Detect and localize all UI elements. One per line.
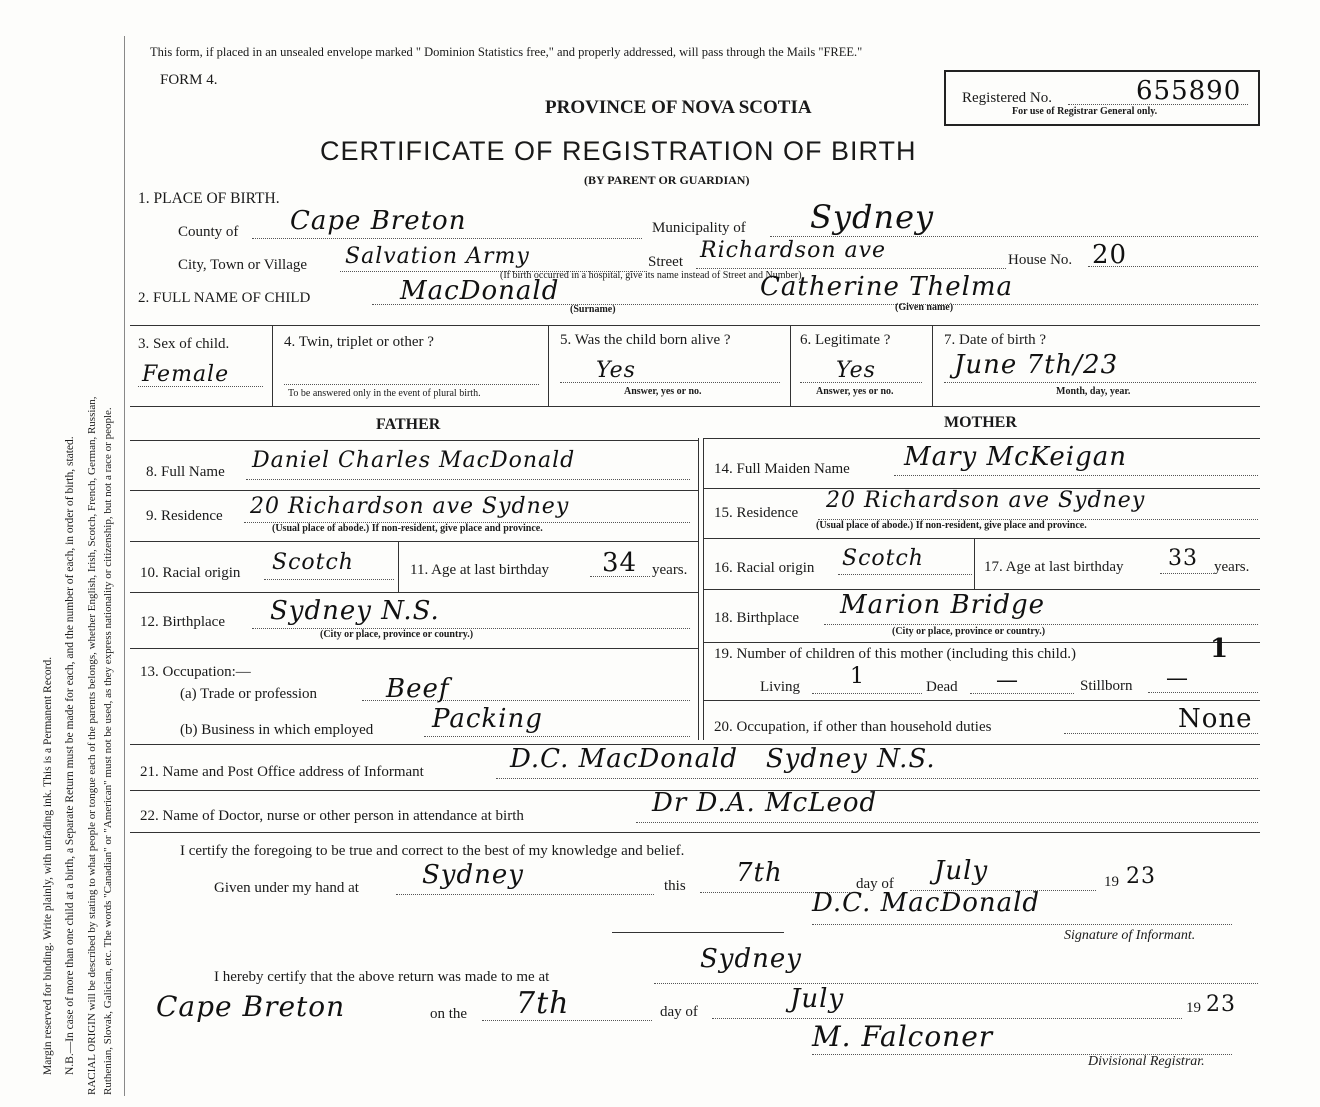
trade-label: (a) Trade or profession: [180, 686, 318, 702]
surname-caption: (Surname): [570, 304, 616, 315]
registrar-place-line: [654, 983, 1258, 984]
father-years: years.: [652, 562, 688, 578]
mother-name-label: 14. Full Maiden Name: [714, 461, 850, 477]
row3-div-2: [548, 326, 549, 406]
registrar-signature: M. Falconer: [812, 1020, 994, 1053]
born-alive-label: 5. Was the child born alive ?: [560, 332, 731, 348]
father-race-value: Scotch: [272, 550, 354, 575]
mother-rule-4: [704, 642, 1260, 643]
father-race-label: 10. Racial origin: [140, 565, 241, 581]
dob-line: [944, 382, 1256, 383]
business-value: Packing: [432, 704, 543, 734]
parents-divider-a: [698, 438, 699, 740]
stillborn-line: [1148, 692, 1258, 693]
father-residence-value: 20 Richardson ave Sydney: [250, 494, 570, 519]
province-heading: PROVINCE OF NOVA SCOTIA: [545, 97, 812, 118]
informant-line: [496, 778, 1258, 779]
margin-note-racial-origin-2: Ruthenian, Slovak, Galician, etc. The words "Canadian" or "American" must not be used, as they express nationality or citizenship, but not a race or people.: [102, 407, 114, 1095]
business-label: (b) Business in which employed: [180, 722, 374, 738]
mother-residence-note: (Usual place of abode.) If non-resident, give place and province.: [816, 520, 1087, 531]
living-label: Living: [760, 679, 800, 695]
father-race-line: [264, 579, 394, 580]
sex-label: 3. Sex of child.: [138, 336, 230, 352]
mother-occupation-value: None: [1178, 704, 1253, 734]
house-value: 20: [1092, 240, 1128, 270]
legitimate-label: 6. Legitimate ?: [800, 332, 891, 348]
mother-race-label: 16. Racial origin: [714, 560, 815, 576]
this-label: this: [664, 878, 686, 894]
children-count-label: 19. Number of children of this mother (including this child.): [714, 646, 1077, 662]
row3-div-1: [272, 326, 273, 406]
dead-label: Dead: [926, 679, 958, 695]
born-alive-value: Yes: [596, 358, 636, 383]
dead-value: —: [996, 668, 1019, 693]
informant-signature: D.C. MacDonald: [812, 888, 1041, 918]
house-label: House No.: [1008, 252, 1073, 268]
father-residence-note: (Usual place of abode.) If non-resident, give place and province.: [272, 523, 543, 534]
legitimate-note: Answer, yes or no.: [816, 386, 894, 397]
stillborn-value: —: [1166, 666, 1189, 691]
mother-birthplace-note: (City or place, province or country.): [892, 626, 1046, 637]
father-rule-4: [130, 648, 698, 649]
street-value: Richardson ave: [700, 238, 887, 263]
mail-notice: This form, if placed in an unsealed envelope marked " Dominion Statistics free," and properly addressed, will pass through the Mails "FREE.": [150, 45, 863, 59]
given-label: Given under my hand at: [214, 880, 359, 896]
father-occupation-label: 13. Occupation:—: [140, 664, 251, 680]
dayof-label: day of: [856, 876, 894, 892]
father-name-label: 8. Full Name: [146, 464, 225, 480]
mother-residence-label: 15. Residence: [714, 505, 799, 521]
registrar-day-value: 7th: [516, 986, 570, 1021]
municipality-line: [770, 236, 1258, 237]
registrar-dayof-label: day of: [660, 1004, 698, 1020]
on-the-label: on the: [430, 1006, 468, 1022]
mother-race-line: [838, 574, 972, 575]
mother-race-divider: [974, 539, 975, 589]
mother-heading: MOTHER: [944, 414, 1017, 431]
registered-label: Registered No.: [962, 90, 1052, 106]
born-alive-note: Answer, yes or no.: [624, 386, 702, 397]
informant-label: 21. Name and Post Office address of Informant: [140, 764, 424, 780]
child-name-label: 2. FULL NAME OF CHILD: [138, 290, 311, 306]
twin-line: [284, 384, 539, 385]
doctor-line: [636, 822, 1258, 823]
hospital-note: (If birth occurred in a hospital, give its name instead of Street and Number): [500, 270, 802, 281]
mother-race-value: Scotch: [842, 546, 924, 571]
margin-note-racial-origin: RACIAL ORIGIN will be described by stating to what people or tongue each of the parents belongs, whether English, Irish, Scotch, French, German, Russian,: [86, 396, 98, 1095]
margin-note-binding: Margin reserved for binding. Write plainly, with unfading ink. This is a Permanent Record.: [42, 656, 54, 1075]
mother-rule-5: [704, 700, 1260, 701]
mother-rule-2: [704, 538, 1260, 539]
father-birthplace-note: (City or place, province or country.): [320, 629, 474, 640]
mother-age-label: 17. Age at last birthday: [984, 559, 1124, 575]
father-birthplace-value: Sydney N.S.: [270, 596, 440, 626]
doctor-value: Dr D.A. McLeod: [652, 788, 878, 818]
mother-name-line: [894, 475, 1258, 476]
father-rule-3: [130, 592, 698, 593]
row3-bottom-rule: [130, 406, 1260, 407]
city-label: City, Town or Village: [178, 257, 308, 273]
street-label: Street: [648, 254, 683, 270]
father-birthplace-label: 12. Birthplace: [140, 614, 225, 630]
father-name-value: Daniel Charles MacDonald: [252, 448, 576, 473]
given-year-value: 23: [1126, 864, 1156, 889]
doctor-bottom-rule: [130, 832, 1260, 833]
father-age-value: 34: [602, 548, 638, 578]
father-rule-0: [130, 440, 698, 441]
municipality-value: Sydney: [810, 198, 935, 236]
living-line: [812, 693, 922, 694]
stillborn-label: Stillborn: [1080, 678, 1133, 694]
given-month-value: July: [934, 856, 989, 886]
certificate-title: CERTIFICATE OF REGISTRATION OF BIRTH: [320, 136, 917, 166]
informant-signature-line: [812, 924, 1232, 925]
dob-note: Month, day, year.: [1056, 386, 1131, 397]
informant-signature-caption: Signature of Informant.: [1064, 928, 1196, 943]
mother-name-value: Mary McKeigan: [904, 442, 1128, 472]
registrar-caption: Divisional Registrar.: [1088, 1054, 1205, 1069]
registrar-year-value: 23: [1206, 992, 1236, 1017]
given-place-value: Sydney: [422, 860, 524, 890]
mother-occupation-label: 20. Occupation, if other than household duties: [714, 719, 992, 735]
registrar-note: For use of Registrar General only.: [1012, 106, 1158, 117]
registrar-month-line: [712, 1018, 1182, 1019]
mother-age-value: 33: [1168, 546, 1198, 571]
dob-value: June 7th/23: [954, 350, 1119, 380]
margin-note-separate-return: N.B.—In case of more than one child at a birth, a Separate Return must be made for each, and the number of each, in order of birth, stated.: [64, 436, 76, 1075]
children-count-value: 1: [1210, 634, 1230, 664]
registrar-county-value: Cape Breton: [156, 990, 346, 1023]
mother-residence-value: 20 Richardson ave Sydney: [826, 488, 1146, 513]
living-value: 1: [850, 664, 865, 689]
trade-value: Beef: [386, 674, 450, 704]
father-age-label: 11. Age at last birthday: [410, 562, 549, 578]
mother-age-line: [1160, 573, 1214, 574]
county-value: Cape Breton: [290, 206, 467, 236]
registered-number: 655890: [1136, 76, 1242, 106]
dob-label: 7. Date of birth ?: [944, 332, 1047, 348]
legitimate-value: Yes: [836, 358, 876, 383]
given-place-line: [396, 894, 654, 895]
child-given-name: Catherine Thelma: [760, 272, 1014, 302]
form-number: FORM 4.: [160, 72, 218, 88]
registrar-text: I hereby certify that the above return was made to me at: [214, 969, 550, 985]
row3-div-4: [932, 326, 933, 406]
city-value: Salvation Army: [345, 244, 530, 269]
doctor-label: 22. Name of Doctor, nurse or other person in attendance at birth: [140, 808, 524, 824]
father-name-line: [246, 479, 690, 480]
dead-line: [970, 693, 1074, 694]
father-rule-2: [130, 541, 698, 542]
father-race-divider: [398, 542, 399, 592]
mother-rule-0: [704, 438, 1260, 439]
certificate-subtitle: (BY PARENT OR GUARDIAN): [584, 173, 750, 187]
mother-birthplace-value: Marion Bridge: [840, 590, 1046, 620]
county-label: County of: [178, 224, 239, 240]
father-heading: FATHER: [376, 416, 441, 433]
municipality-label: Municipality of: [652, 220, 746, 236]
registrar-place-value: Sydney: [700, 944, 802, 974]
county-line: [252, 238, 642, 239]
registrar-year-prefix: 19: [1186, 1000, 1201, 1016]
registrar-divider: [612, 932, 784, 933]
born-alive-line: [560, 382, 780, 383]
place-of-birth-label: 1. PLACE OF BIRTH.: [138, 190, 280, 207]
father-residence-label: 9. Residence: [146, 508, 223, 524]
given-name-caption: (Given name): [895, 302, 954, 313]
registered-line: [1068, 104, 1248, 105]
father-rule-1: [130, 490, 698, 491]
given-day-value: 7th: [736, 858, 783, 888]
year-prefix: 19: [1104, 874, 1119, 890]
certify-text: I certify the foregoing to be true and correct to the best of my knowledge and belief.: [180, 843, 685, 859]
mother-birthplace-label: 18. Birthplace: [714, 610, 799, 626]
margin-rule: [124, 36, 125, 1096]
row3-div-3: [790, 326, 791, 406]
informant-value: D.C. MacDonald Sydney N.S.: [510, 744, 936, 774]
registrar-month-value: July: [790, 984, 845, 1014]
sex-value: Female: [142, 362, 230, 387]
twin-label: 4. Twin, triplet or other ?: [284, 334, 434, 350]
mother-years: years.: [1214, 559, 1250, 575]
child-surname: MacDonald: [400, 276, 560, 306]
business-line: [424, 736, 690, 737]
twin-note: To be answered only in the event of plural birth.: [288, 388, 481, 399]
street-line: [696, 268, 1006, 269]
mother-birthplace-line: [824, 624, 1258, 625]
row3-top-rule: [130, 325, 1260, 326]
